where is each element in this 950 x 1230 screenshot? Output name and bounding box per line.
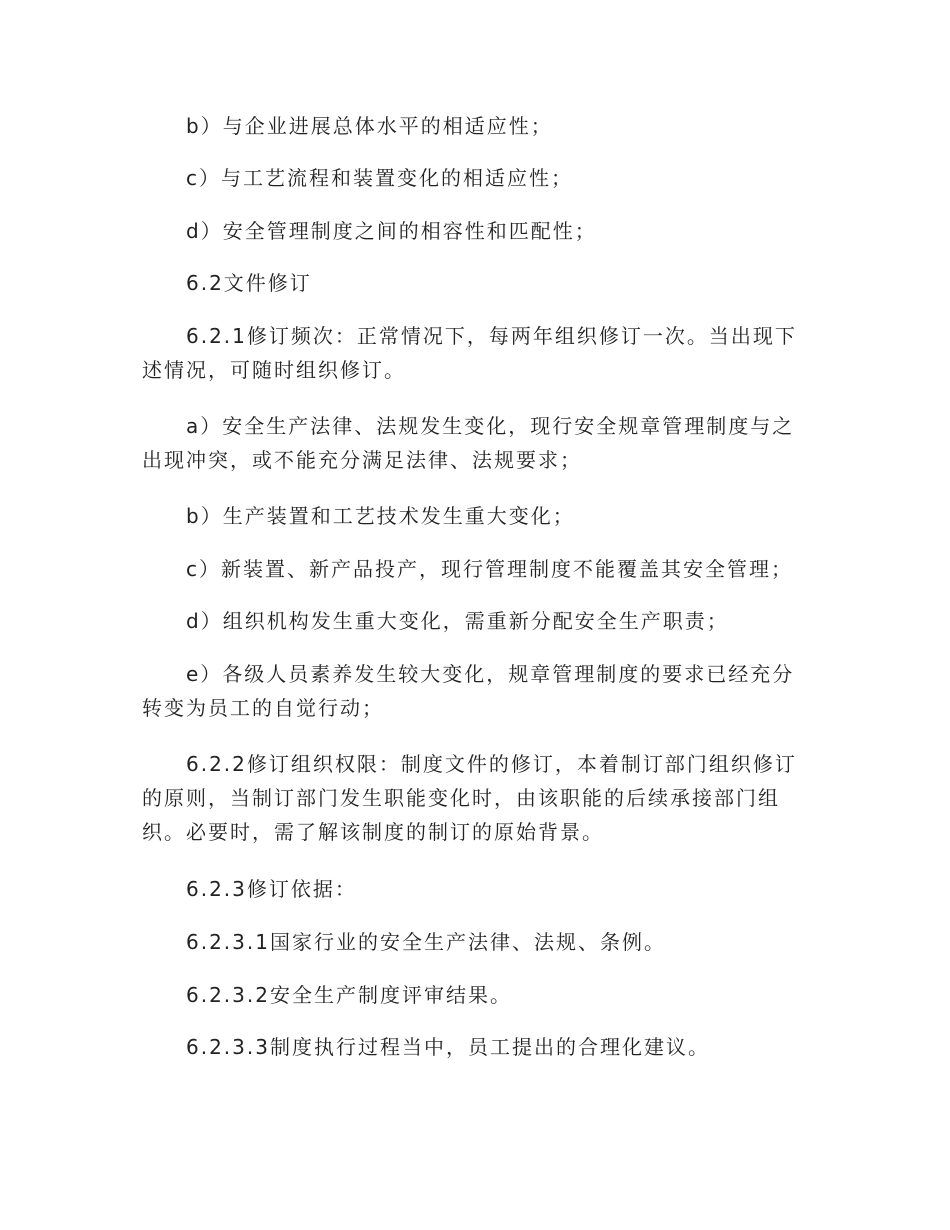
section-heading-6-2: 6.2文件修订 bbox=[186, 271, 312, 295]
paragraph-6-2-3: 6.2.3修订依据： bbox=[186, 877, 357, 901]
paragraph-a-law-change: a）安全生产法律、法规发生变化，现行安全规章管理制度与之出现冲突，或不能充分满足法律、法规要求； bbox=[142, 414, 795, 472]
paragraph-6-2-2: 6.2.2修订组织权限：制度文件的修订，本着制订部门组织修订的原则，当制订部门发生职能变化时，由该职能的后续承接部门组织。必要时，需了解该制度的制订的原始背景。 bbox=[142, 752, 797, 844]
paragraph-6-2-3-1: 6.2.3.1国家行业的安全生产法律、法规、条例。 bbox=[186, 930, 666, 954]
paragraph-d-compatibility: d）安全管理制度之间的相容性和匹配性； bbox=[186, 219, 597, 243]
paragraph-c-process-change: c）与工艺流程和装置变化的相适应性； bbox=[186, 166, 573, 190]
paragraph-b-enterprise-level: b）与企业进展总体水平的相适应性； bbox=[186, 114, 553, 138]
paragraph-6-2-3-3: 6.2.3.3制度执行过程当中，员工提出的合理化建议。 bbox=[186, 1035, 710, 1059]
paragraph-c-new-equipment: c）新装置、新产品投产，现行管理制度不能覆盖其安全管理； bbox=[186, 557, 793, 581]
paragraph-6-2-3-2: 6.2.3.2安全生产制度评审结果。 bbox=[186, 983, 512, 1007]
paragraph-b-equipment-change: b）生产装置和工艺技术发生重大变化； bbox=[186, 504, 575, 528]
paragraph-6-2-1: 6.2.1修订频次：正常情况下，每两年组织修订一次。当出现下述情况，可随时组织修订。 bbox=[142, 324, 797, 382]
paragraph-d-organization-change: d）组织机构发生重大变化，需重新分配安全生产职责； bbox=[186, 609, 729, 633]
paragraph-e-personnel-change: e）各级人员素养发生较大变化，规章管理制度的要求已经充分转变为员工的自觉行动； bbox=[142, 662, 795, 720]
